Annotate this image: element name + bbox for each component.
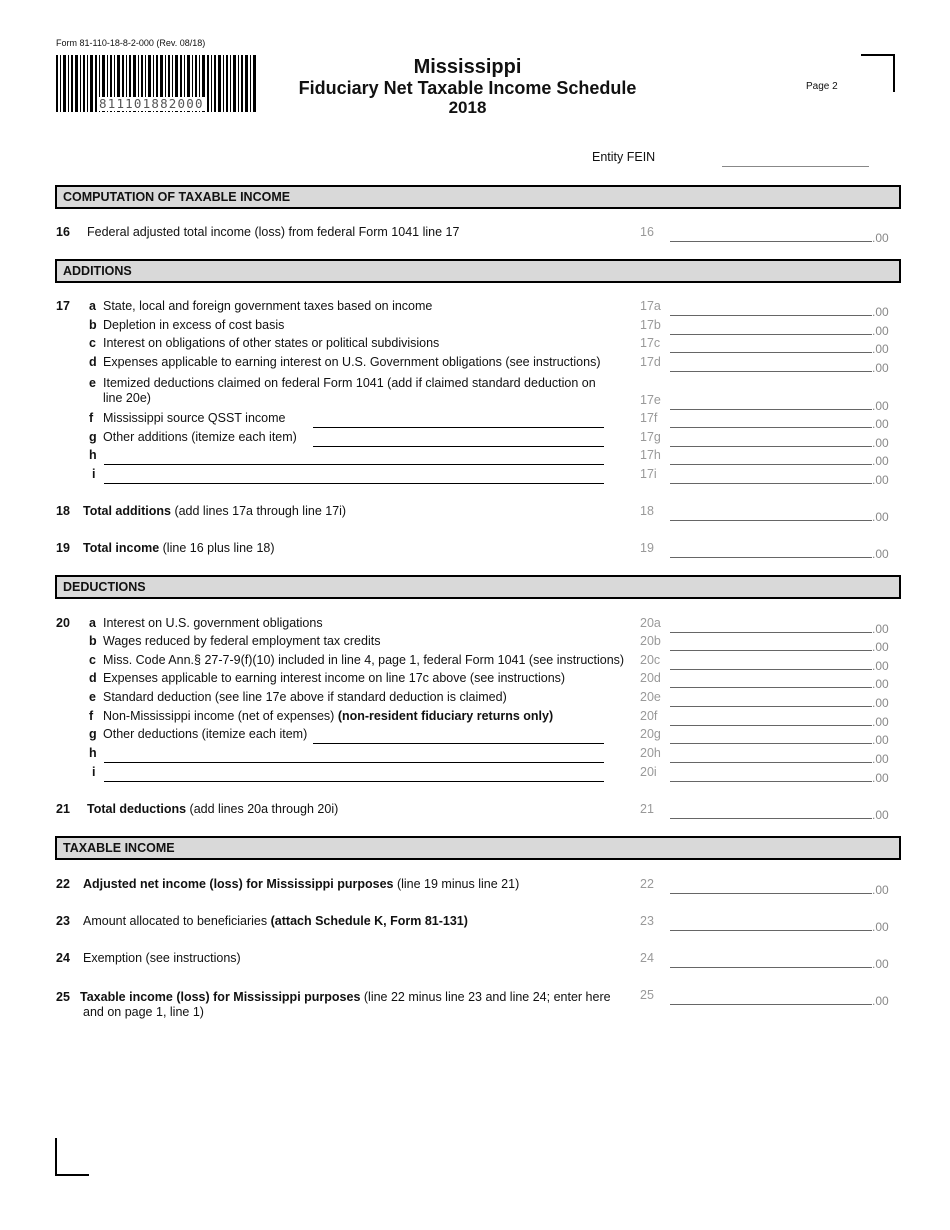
corner-mark-bottom-left bbox=[55, 1138, 89, 1176]
cents: .00 bbox=[872, 920, 889, 934]
line-letter: c bbox=[89, 336, 96, 350]
line-ref: 17d bbox=[640, 355, 661, 369]
amount-field-20c[interactable] bbox=[670, 669, 872, 670]
line-text: Mississippi source QSST income bbox=[103, 411, 286, 425]
line-ref: 17e bbox=[640, 393, 661, 407]
description-field-20h[interactable] bbox=[104, 762, 604, 763]
line-text-rest: (line 19 minus line 21) bbox=[393, 877, 520, 891]
title-year: 2018 bbox=[448, 98, 487, 117]
line-ref: 17a bbox=[640, 299, 661, 313]
line-text: Depletion in excess of cost basis bbox=[103, 318, 285, 332]
line-ref: 16 bbox=[640, 225, 654, 239]
line-ref: 20i bbox=[640, 765, 657, 779]
line-number: 20 bbox=[56, 616, 70, 630]
line-ref: 20d bbox=[640, 671, 661, 685]
cents: .00 bbox=[872, 454, 889, 468]
line-text: Federal adjusted total income (loss) from federal Form 1041 line 17 bbox=[87, 225, 460, 239]
cents: .00 bbox=[872, 808, 889, 822]
corner-mark-top-right bbox=[861, 54, 895, 92]
line-letter: i bbox=[92, 467, 96, 481]
line-letter: f bbox=[89, 411, 94, 425]
amount-field-17h[interactable] bbox=[670, 464, 872, 465]
cents: .00 bbox=[872, 361, 889, 375]
line-letter: b bbox=[89, 318, 97, 332]
cents: .00 bbox=[872, 342, 889, 356]
line-text bbox=[83, 541, 275, 556]
line-ref: 17h bbox=[640, 448, 661, 462]
line-text-bold: Adjusted net income (loss) for Mississippi purposes bbox=[83, 877, 394, 891]
amount-field-20e[interactable] bbox=[670, 706, 872, 707]
line-ref: 22 bbox=[640, 877, 654, 891]
cents: .00 bbox=[872, 677, 889, 691]
section-header-computation: COMPUTATION OF TAXABLE INCOME bbox=[55, 185, 901, 209]
cents: .00 bbox=[872, 417, 889, 431]
amount-field-17i[interactable] bbox=[670, 483, 872, 484]
line-letter: e bbox=[89, 376, 96, 390]
amount-field-20f[interactable] bbox=[670, 725, 872, 726]
line-ref: 18 bbox=[640, 504, 654, 518]
amount-field-16[interactable] bbox=[670, 241, 872, 242]
line-letter: i bbox=[92, 765, 96, 779]
amount-field-23[interactable] bbox=[670, 930, 872, 931]
line-text-bold: (non-resident fiduciary returns only) bbox=[337, 709, 554, 723]
line-text: Wages reduced by federal employment tax credits bbox=[103, 634, 381, 648]
line-ref: 20c bbox=[640, 653, 661, 667]
entity-fein-label: Entity FEIN bbox=[592, 150, 656, 164]
amount-field-20b[interactable] bbox=[670, 650, 872, 651]
line-text-rest: (line 22 minus line 23 and line 24; enter here bbox=[360, 990, 611, 1004]
line-ref: 19 bbox=[640, 541, 654, 555]
cents: .00 bbox=[872, 436, 889, 450]
line-text: Exemption (see instructions) bbox=[83, 951, 241, 965]
line-ref: 20g bbox=[640, 727, 661, 741]
line-text-bold: (attach Schedule K, Form 81-131) bbox=[270, 914, 468, 928]
line-text-bold: Total deductions bbox=[87, 802, 187, 816]
amount-field-20d[interactable] bbox=[670, 687, 872, 688]
line-letter: a bbox=[89, 299, 96, 313]
line-letter: d bbox=[89, 355, 97, 369]
line-ref: 23 bbox=[640, 914, 654, 928]
barcode-number: 811101882000 bbox=[99, 96, 204, 111]
line-text bbox=[83, 914, 468, 929]
amount-field-17g[interactable] bbox=[670, 446, 872, 447]
line-text-cont: line 20e) bbox=[103, 391, 151, 405]
amount-field-20i[interactable] bbox=[670, 781, 872, 782]
description-field-17g[interactable] bbox=[313, 446, 604, 447]
cents: .00 bbox=[872, 305, 889, 319]
line-text: Other deductions (itemize each item) bbox=[103, 727, 308, 741]
line-letter: e bbox=[89, 690, 96, 704]
line-ref: 25 bbox=[640, 988, 654, 1002]
line-text-cont: and on page 1, line 1) bbox=[83, 1005, 204, 1019]
line-letter: g bbox=[89, 727, 97, 741]
section-header-additions: ADDITIONS bbox=[55, 259, 901, 283]
line-number: 17 bbox=[56, 299, 70, 313]
cents: .00 bbox=[872, 771, 889, 785]
description-field-20g[interactable] bbox=[313, 743, 604, 744]
cents: .00 bbox=[872, 510, 889, 524]
cents: .00 bbox=[872, 696, 889, 710]
line-text: Standard deduction (see line 17e above if standard deduction is claimed) bbox=[103, 690, 507, 704]
line-text-rest: (add lines 20a through 20i) bbox=[186, 802, 339, 816]
cents: .00 bbox=[872, 324, 889, 338]
line-letter: b bbox=[89, 634, 97, 648]
line-text-rest: Amount allocated to beneficiaries bbox=[83, 914, 271, 928]
cents: .00 bbox=[872, 659, 889, 673]
line-text bbox=[80, 990, 611, 1005]
page-number: Page 2 bbox=[806, 81, 838, 92]
line-text bbox=[103, 709, 553, 724]
amount-field-18[interactable] bbox=[670, 520, 872, 521]
cents: .00 bbox=[872, 399, 889, 413]
amount-field-20a[interactable] bbox=[670, 632, 872, 633]
line-text-bold: Taxable income (loss) for Mississippi purposes bbox=[80, 990, 361, 1004]
line-letter: c bbox=[89, 653, 96, 667]
line-number: 19 bbox=[56, 541, 70, 555]
line-text: Expenses applicable to earning interest income on line 17c above (see instructions) bbox=[103, 671, 566, 685]
line-text: Itemized deductions claimed on federal Form 1041 (add if claimed standard deduction on bbox=[103, 376, 596, 390]
line-ref: 20h bbox=[640, 746, 661, 760]
line-number: 21 bbox=[56, 802, 70, 816]
cents: .00 bbox=[872, 957, 889, 971]
amount-field-17e[interactable] bbox=[670, 409, 872, 410]
line-text-rest: Non-Mississippi income (net of expenses) bbox=[103, 709, 338, 723]
line-text: Other additions (itemize each item) bbox=[103, 430, 297, 444]
line-text: Interest on U.S. government obligations bbox=[103, 616, 323, 630]
line-letter: d bbox=[89, 671, 97, 685]
amount-field-17b[interactable] bbox=[670, 334, 872, 335]
form-number: Form 81-110-18-8-2-000 (Rev. 08/18) bbox=[56, 38, 206, 48]
line-letter: f bbox=[89, 709, 94, 723]
line-number: 25 bbox=[56, 990, 70, 1004]
amount-field-17d[interactable] bbox=[670, 371, 872, 372]
cents: .00 bbox=[872, 883, 889, 897]
amount-field-22[interactable] bbox=[670, 893, 872, 894]
line-text-bold: Total income bbox=[83, 541, 160, 555]
cents: .00 bbox=[872, 231, 889, 245]
line-text-rest: (add lines 17a through line 17i) bbox=[170, 504, 347, 518]
line-text bbox=[87, 802, 338, 817]
line-ref: 20e bbox=[640, 690, 661, 704]
cents: .00 bbox=[872, 733, 889, 747]
line-ref: 20f bbox=[640, 709, 658, 723]
amount-field-20g[interactable] bbox=[670, 743, 872, 744]
amount-field-25[interactable] bbox=[670, 1004, 872, 1005]
line-number: 18 bbox=[56, 504, 70, 518]
line-text-rest: (line 16 plus line 18) bbox=[159, 541, 275, 555]
line-number: 24 bbox=[56, 951, 70, 965]
cents: .00 bbox=[872, 640, 889, 654]
amount-field-17a[interactable] bbox=[670, 315, 872, 316]
cents: .00 bbox=[872, 622, 889, 636]
line-letter: h bbox=[89, 448, 97, 462]
line-ref: 17g bbox=[640, 430, 661, 444]
line-letter: a bbox=[89, 616, 96, 630]
line-text-bold: Total additions bbox=[83, 504, 171, 518]
amount-field-21[interactable] bbox=[670, 818, 872, 819]
line-ref: 17b bbox=[640, 318, 661, 332]
amount-field-17f[interactable] bbox=[670, 427, 872, 428]
cents: .00 bbox=[872, 547, 889, 561]
description-field-17h[interactable] bbox=[104, 464, 604, 465]
line-text bbox=[83, 877, 519, 892]
cents: .00 bbox=[872, 994, 889, 1008]
amount-field-19[interactable] bbox=[670, 557, 872, 558]
amount-field-17c[interactable] bbox=[670, 352, 872, 353]
line-text bbox=[83, 504, 346, 519]
line-ref: 20b bbox=[640, 634, 661, 648]
line-ref: 24 bbox=[640, 951, 654, 965]
cents: .00 bbox=[872, 715, 889, 729]
line-text: Expenses applicable to earning interest on U.S. Government obligations (see instructions) bbox=[103, 355, 601, 369]
line-text: Interest on obligations of other states or political subdivisions bbox=[103, 336, 440, 350]
amount-field-24[interactable] bbox=[670, 967, 872, 968]
amount-field-20h[interactable] bbox=[670, 762, 872, 763]
line-letter: h bbox=[89, 746, 97, 760]
line-text: State, local and foreign government taxes based on income bbox=[103, 299, 433, 313]
section-header-taxable-income: TAXABLE INCOME bbox=[55, 836, 901, 860]
title-schedule: Fiduciary Net Taxable Income Schedule bbox=[298, 78, 637, 98]
line-number: 23 bbox=[56, 914, 70, 928]
form-title bbox=[255, 56, 680, 118]
line-ref: 21 bbox=[640, 802, 654, 816]
line-ref: 17f bbox=[640, 411, 658, 425]
title-state: Mississippi bbox=[413, 56, 522, 78]
line-letter: g bbox=[89, 430, 97, 444]
description-field-17f[interactable] bbox=[313, 427, 604, 428]
line-ref: 20a bbox=[640, 616, 661, 630]
line-number: 22 bbox=[56, 877, 70, 891]
description-field-20i[interactable] bbox=[104, 781, 604, 782]
cents: .00 bbox=[872, 473, 889, 487]
entity-fein-field[interactable] bbox=[722, 166, 869, 167]
line-ref: 17i bbox=[640, 467, 657, 481]
description-field-17i[interactable] bbox=[104, 483, 604, 484]
line-text: Miss. Code Ann.§ 27-7-9(f)(10) included in line 4, page 1, federal Form 1041 (see instructions) bbox=[103, 653, 625, 667]
cents: .00 bbox=[872, 752, 889, 766]
line-ref: 17c bbox=[640, 336, 661, 350]
section-header-deductions: DEDUCTIONS bbox=[55, 575, 901, 599]
line-number: 16 bbox=[56, 225, 70, 239]
